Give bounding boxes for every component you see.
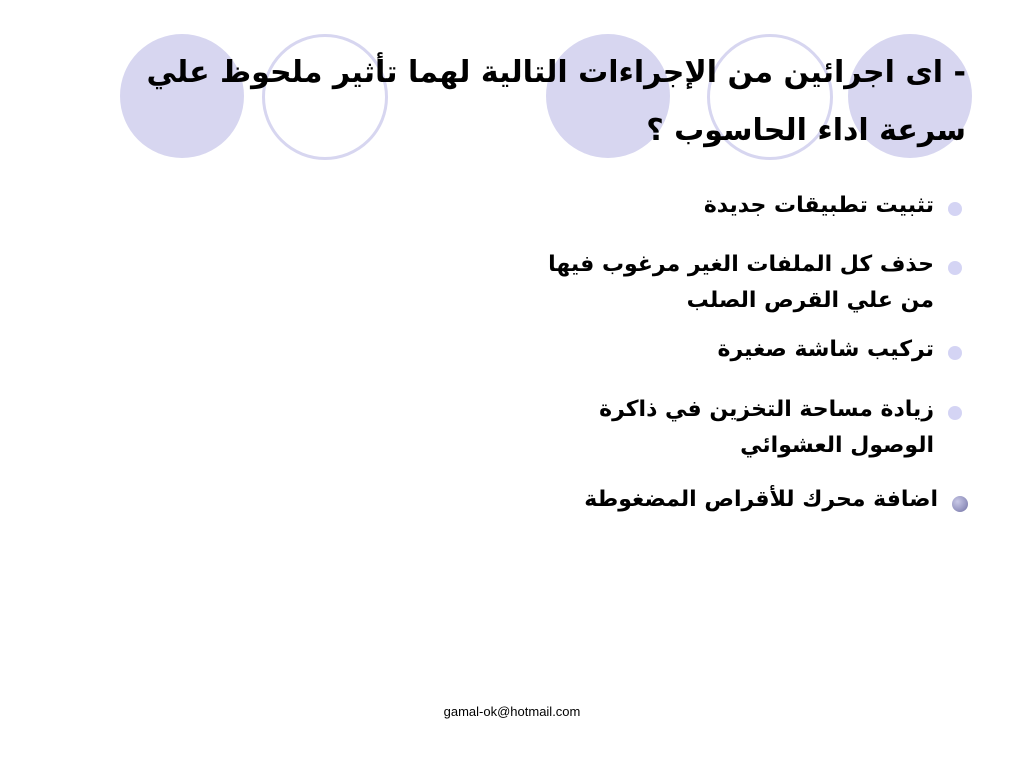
answer-option-1[interactable] [444, 188, 964, 224]
answer-option-5-text: اضافة محرك للأقراص المضغوطة [584, 487, 938, 512]
answer-option-1-text: تثبيت تطبيقات جديدة [703, 193, 934, 218]
bullet-dot-icon [948, 346, 962, 360]
answer-option-4-text-line-1: زيادة مساحة التخزين في ذاكرة [599, 397, 934, 422]
answer-option-3-text: تركيب شاشة صغيرة [717, 337, 934, 362]
footer-email: gamal-ok@hotmail.com [443, 704, 581, 719]
answer-option-2-text-line-2: من علي القرص الصلب [686, 288, 934, 313]
answer-option-4[interactable] [444, 392, 964, 464]
bullet-dot-icon [948, 202, 962, 216]
answer-option-3[interactable] [444, 332, 964, 368]
answer-option-2-text-line-1: حذف كل الملفات الغير مرغوب فيها [548, 252, 934, 277]
slide-title-line-2: سرعة اداء الحاسوب ؟ [646, 113, 966, 148]
slide-title [46, 44, 966, 160]
bullet-sphere-icon [952, 496, 968, 512]
bullet-dot-icon [948, 406, 962, 420]
bullet-dot-icon [948, 261, 962, 275]
answer-option-5[interactable] [430, 482, 950, 518]
answer-option-2[interactable] [444, 247, 964, 319]
answer-option-4-text-line-2: الوصول العشوائي [740, 433, 934, 458]
slide-title-line-1: - اى اجرائين من الإجراءات التالية لهما تأثير ملحوظ علي [146, 55, 966, 90]
